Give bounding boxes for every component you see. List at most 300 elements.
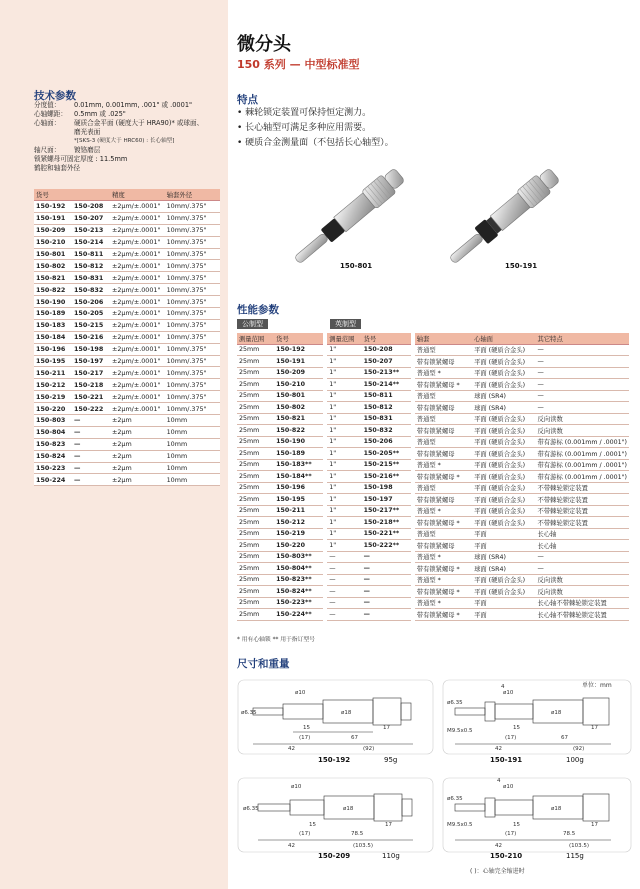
dim-label: 15 (303, 725, 310, 731)
table-cell: 150-212 (274, 517, 323, 529)
table-cell: 带有锁紧螺母 * (415, 586, 472, 598)
table-cell: 150-218 (72, 379, 110, 391)
drawing-model: 150-192 (318, 756, 351, 764)
table-cell: 1" (327, 448, 361, 460)
table-cell: 10mm/.375" (165, 343, 220, 355)
table-cell: 平面 (472, 597, 535, 609)
table-cell: 1" (327, 344, 361, 356)
table-cell: 带有游标 (0.001mm / .0001") (536, 459, 629, 471)
table-cell: 长心轴 (536, 540, 629, 552)
table-cell: — (327, 574, 361, 586)
table-cell: 平面 (硬质合金头) (472, 425, 535, 437)
table-row (237, 471, 629, 483)
table-cell: ±2μm (110, 426, 165, 438)
feature-item: • 棘轮锁定装置可保持恒定测力。 (237, 108, 372, 118)
table-row (237, 574, 629, 586)
table-cell: 25mm (237, 344, 274, 356)
table-cell: ±2μm/±.0001" (110, 296, 165, 308)
table-cell: 带有锁紧螺母 (415, 356, 472, 368)
table-cell: ±2μm/±.0001" (110, 236, 165, 248)
table-row (34, 450, 220, 462)
table-cell: 25mm (237, 540, 274, 552)
table-cell: 150-196 (274, 482, 323, 494)
table-cell: 150-213 (72, 224, 110, 236)
table-cell: 长心轴不带棘轮锁定装置 (536, 609, 629, 621)
table-cell: 平面 (472, 540, 535, 552)
table-cell: 25mm (237, 425, 274, 437)
table-cell: 平面 (硬质合金头) (472, 356, 535, 368)
page-title: 微分头 (237, 34, 291, 55)
table-cell: 150-822 (34, 284, 72, 296)
table-cell: 150-223 (34, 462, 72, 474)
imperial-tag: 英制型 (330, 319, 361, 329)
table-cell: 150-821 (34, 272, 72, 284)
table-cell: 150-832 (72, 284, 110, 296)
drawing-weight: 95g (384, 756, 398, 764)
table-cell: 150-804** (274, 563, 323, 575)
table-cell: 150-191 (34, 212, 72, 224)
table-cell: 25mm (237, 517, 274, 529)
drawing-150-210 (443, 778, 631, 852)
table-cell: 10mm/.375" (165, 367, 220, 379)
table-cell: 10mm (165, 438, 220, 450)
table-cell: 10mm/.375" (165, 403, 220, 415)
product-label: 150-191 (505, 262, 538, 270)
table-cell: 普通型 * (415, 459, 472, 471)
table-cell: 150-197 (72, 355, 110, 367)
table-row (237, 494, 629, 506)
drawing-model: 150-209 (318, 852, 351, 860)
table-cell: 150-214 (72, 236, 110, 248)
dim-label: 15 (513, 822, 520, 828)
table-cell: 普通型 * (415, 574, 472, 586)
table-row (237, 609, 629, 621)
table-row (34, 236, 220, 248)
table-cell: 10mm/.375" (165, 248, 220, 260)
dim-label: 15 (309, 822, 316, 828)
dim-label: (103.5) (569, 843, 590, 849)
table-cell: 25mm (237, 413, 274, 425)
table-row (34, 248, 220, 260)
table-cell: 不带棘轮锁定装置 (536, 505, 629, 517)
table-cell: 150-831 (362, 413, 411, 425)
table-cell: ±2μm/±.0001" (110, 201, 165, 213)
table-cell: 10mm/.375" (165, 236, 220, 248)
table-cell: ±2μm/±.0001" (110, 224, 165, 236)
table-cell: 10mm/.375" (165, 355, 220, 367)
table-cell: 150-207 (72, 212, 110, 224)
table-cell: 150-824** (274, 586, 323, 598)
table-row (34, 403, 220, 415)
table-cell: 平面 (硬质合金头) (472, 459, 535, 471)
spec-value: 0.5mm 或 .025" (74, 110, 126, 118)
table-cell: 反向读数 (536, 574, 629, 586)
col-header: 轴套 (415, 333, 472, 344)
specs-heading: 技术参数 (34, 90, 76, 102)
table-row (237, 505, 629, 517)
table-cell: 1" (327, 413, 361, 425)
table-cell: 150-222 (72, 403, 110, 415)
dim-label: 42 (495, 746, 502, 752)
table-cell: — (72, 450, 110, 462)
table-cell: 150-214** (362, 379, 411, 391)
table-cell: 150-812 (362, 402, 411, 414)
features-heading: 特点 (237, 94, 258, 106)
table-cell: 10mm/.375" (165, 272, 220, 284)
table-cell: — (327, 597, 361, 609)
feature-item: • 长心轴型可满足多种应用需要。 (237, 123, 372, 133)
table-cell: ±2μm (110, 462, 165, 474)
table-cell: 25mm (237, 609, 274, 621)
order-number-table (34, 189, 220, 486)
col-header: 货号 (274, 333, 323, 344)
table-cell: 平面 (硬质合金头) (472, 413, 535, 425)
dim-label: 78.5 (351, 831, 364, 837)
table-cell: 25mm (237, 390, 274, 402)
table-cell: 反向读数 (536, 413, 629, 425)
table-cell: 150-217 (72, 367, 110, 379)
table-row (237, 344, 629, 356)
table-cell: 1" (327, 482, 361, 494)
table-cell: ±2μm/±.0001" (110, 391, 165, 403)
table-cell: 平面 (硬质合金头) (472, 586, 535, 598)
table-cell: 1" (327, 459, 361, 471)
table-cell: 25mm (237, 448, 274, 460)
table-cell: ±2μm/±.0001" (110, 379, 165, 391)
table-cell: — (72, 415, 110, 427)
spec-row (34, 146, 224, 155)
table-cell: 平面 (硬质合金头) (472, 471, 535, 483)
table-cell: — (362, 586, 411, 598)
table-row (34, 462, 220, 474)
dim-label: 17 (383, 725, 390, 731)
table-row (237, 436, 629, 448)
drawing-model: 150-210 (490, 852, 523, 860)
table-row (34, 260, 220, 272)
table-cell: — (362, 551, 411, 563)
dim-label: ø18 (551, 710, 562, 716)
table-cell: 带有锁紧螺母 (415, 448, 472, 460)
table-cell: 150-821 (274, 413, 323, 425)
table-cell: 150-212 (34, 379, 72, 391)
table-cell: ±2μm/±.0001" (110, 260, 165, 272)
spec-key: 轴尺面： (34, 146, 61, 154)
table-cell: 25mm (237, 505, 274, 517)
table-row (34, 319, 220, 331)
table-cell: 150-216 (72, 331, 110, 343)
table-cell: 150-801 (274, 390, 323, 402)
table-cell: 150-208 (362, 344, 411, 356)
table-row (34, 367, 220, 379)
table-cell: 150-803 (34, 415, 72, 427)
table-row (237, 551, 629, 563)
table-cell: 平面 (硬质合金头) (472, 448, 535, 460)
col-header: 轴套外径 (165, 189, 220, 201)
table-cell: 1" (327, 402, 361, 414)
table-cell: 普通型 * (415, 367, 472, 379)
table-cell: 150-222** (362, 540, 411, 552)
table-cell: 普通型 * (415, 551, 472, 563)
dim-label: 42 (288, 746, 295, 752)
spec-value: 0.01mm, 0.001mm, .001" 或 .0001" (74, 101, 193, 109)
dim-label: 78.5 (563, 831, 576, 837)
table-cell: 10mm (165, 462, 220, 474)
drawing-model: 150-191 (490, 756, 523, 764)
table-cell: 25mm (237, 482, 274, 494)
table-cell: 1" (327, 517, 361, 529)
table-cell: 带有游标 (0.001mm / .0001") (536, 436, 629, 448)
table-cell: 平面 (硬质合金头) (472, 367, 535, 379)
table-cell: 25mm (237, 436, 274, 448)
table-cell: 1" (327, 505, 361, 517)
table-cell: 普通型 (415, 344, 472, 356)
table-cell: 150-221 (72, 391, 110, 403)
table-cell: 25mm (237, 551, 274, 563)
table-cell: 150-220 (274, 540, 323, 552)
table-cell: 150-183 (34, 319, 72, 331)
spec-key: 分度值： (34, 101, 61, 109)
table-cell: 150-205** (362, 448, 411, 460)
spec-extra: 锁紧螺母可固定厚度 : 11.5mm (34, 155, 128, 163)
table-row (237, 413, 629, 425)
table-cell: ±2μm/±.0001" (110, 367, 165, 379)
metric-tag: 公制型 (237, 319, 268, 329)
table-cell: 150-215 (72, 319, 110, 331)
table-cell: 25mm (237, 459, 274, 471)
dim-label: (92) (573, 746, 585, 752)
table-cell: 10mm/.375" (165, 201, 220, 213)
table-cell: 10mm/.375" (165, 260, 220, 272)
table-cell: 平面 (硬质合金头) (472, 505, 535, 517)
table-cell: 150-220 (34, 403, 72, 415)
table-cell: 1" (327, 528, 361, 540)
table-cell: 10mm (165, 426, 220, 438)
table-cell: 不带棘轮锁定装置 (536, 517, 629, 529)
dim-label: ø18 (551, 806, 562, 812)
table-cell: 150-218** (362, 517, 411, 529)
table-cell: 平面 (472, 609, 535, 621)
dim-label: ø6.35 (243, 806, 259, 812)
table-cell: 150-189 (274, 448, 323, 460)
table-cell: 长心轴不带棘轮锁定装置 (536, 597, 629, 609)
table-cell: 150-221** (362, 528, 411, 540)
table-cell: 150-823 (34, 438, 72, 450)
dim-label: (92) (363, 746, 375, 752)
dim-label: 42 (288, 843, 295, 849)
table-cell: ±2μm/±.0001" (110, 308, 165, 320)
table-cell: 150-189 (34, 308, 72, 320)
table-cell: — (72, 426, 110, 438)
table-cell: 150-196 (34, 343, 72, 355)
table-cell: 球面 (SR4) (472, 563, 535, 575)
table-cell: 带有锁紧螺母 (415, 540, 472, 552)
dim-label: ø10 (291, 784, 302, 790)
table-cell: 25mm (237, 528, 274, 540)
dim-label: M9.5x0.5 (447, 822, 473, 828)
table-cell: 带有锁紧螺母 * (415, 471, 472, 483)
table-cell: ±2μm (110, 415, 165, 427)
spec-row (34, 110, 224, 119)
feature-list (237, 106, 394, 151)
table-row (34, 415, 220, 427)
table-cell: 25mm (237, 563, 274, 575)
table-cell: 150-209 (34, 224, 72, 236)
spec-lines (34, 101, 224, 173)
table-cell: 1" (327, 494, 361, 506)
table-cell: — (362, 609, 411, 621)
table-row (34, 438, 220, 450)
spec-key (34, 128, 74, 137)
table-row (34, 201, 220, 213)
table-cell: 带有锁紧螺母 * (415, 563, 472, 575)
spec-value: 磨光表面 (74, 128, 101, 136)
table-cell: 带有锁紧螺母 * (415, 609, 472, 621)
table-cell: 平面 (硬质合金头) (472, 379, 535, 391)
table-cell: 150-184 (34, 331, 72, 343)
table-header-row (34, 189, 220, 201)
table-cell: 150-192 (34, 201, 72, 213)
table-cell: — (536, 551, 629, 563)
table-cell: — (536, 563, 629, 575)
table-cell: 25mm (237, 356, 274, 368)
table-cell: 1" (327, 540, 361, 552)
spec-row (34, 119, 224, 128)
table-row (237, 379, 629, 391)
table-cell: — (536, 356, 629, 368)
table-row (34, 379, 220, 391)
table-cell: 150-219 (34, 391, 72, 403)
table-cell: 150-195 (34, 355, 72, 367)
drawing-weight: 100g (566, 756, 584, 764)
table-cell: 带有锁紧螺母 (415, 402, 472, 414)
table-row (34, 212, 220, 224)
table-row (237, 356, 629, 368)
table-cell: 球面 (SR4) (472, 551, 535, 563)
col-header: 测量范围 (237, 333, 274, 344)
table-cell: 1" (327, 436, 361, 448)
dim-label: 67 (561, 735, 568, 741)
table-row (237, 367, 629, 379)
table-cell: ±2μm (110, 450, 165, 462)
table-cell: 150-197 (362, 494, 411, 506)
table-cell: — (327, 563, 361, 575)
table-cell: 10mm (165, 474, 220, 486)
table-cell: — (536, 402, 629, 414)
table-cell: — (536, 379, 629, 391)
table-cell: ±2μm/±.0001" (110, 355, 165, 367)
performance-heading: 性能参数 (237, 304, 279, 316)
table-cell: 平面 (硬质合金头) (472, 344, 535, 356)
table-cell: — (362, 574, 411, 586)
table-cell: 平面 (472, 528, 535, 540)
drawing-150-192 (238, 680, 433, 754)
table-row (34, 474, 220, 486)
table-cell: 150-192 (274, 344, 323, 356)
col-header: 其它特点 (536, 333, 629, 344)
table-row (237, 448, 629, 460)
table-row (34, 284, 220, 296)
table-header-row (237, 333, 629, 344)
table-cell: 150-217** (362, 505, 411, 517)
dim-label: 15 (513, 725, 520, 731)
dim-label: (17) (299, 735, 311, 741)
table-cell: 150-213** (362, 367, 411, 379)
table-cell: 平面 (硬质合金头) (472, 517, 535, 529)
table-cell: 25mm (237, 597, 274, 609)
table-cell: 10mm (165, 450, 220, 462)
table-row (237, 586, 629, 598)
table-cell: 150-184** (274, 471, 323, 483)
table-cell: 150-811 (362, 390, 411, 402)
table-cell: 平面 (硬质合金头) (472, 574, 535, 586)
table-cell: 25mm (237, 574, 274, 586)
table-cell: 球面 (SR4) (472, 390, 535, 402)
table-cell: 带有锁紧螺母 * (415, 379, 472, 391)
table-cell: ±2μm/±.0001" (110, 343, 165, 355)
table-cell: 150-802 (274, 402, 323, 414)
spec-key: 心轴螺距： (34, 110, 67, 118)
table-cell: 不带棘轮锁定装置 (536, 482, 629, 494)
table-cell: 150-190 (34, 296, 72, 308)
table-cell: 25mm (237, 367, 274, 379)
table-cell: 10mm/.375" (165, 331, 220, 343)
footnote: * 用有心轴锁 ** 用于指订型号 (237, 637, 315, 643)
table-cell: 150-802 (34, 260, 72, 272)
table-row (237, 597, 629, 609)
dim-label: ø18 (341, 710, 352, 716)
table-row (237, 390, 629, 402)
col-header: 货号 (362, 333, 411, 344)
table-cell: 25mm (237, 402, 274, 414)
dimension-note: ( )：心轴完全缩进时 (470, 868, 525, 875)
table-cell: 150-183** (274, 459, 323, 471)
table-cell: 1" (327, 379, 361, 391)
table-row (34, 272, 220, 284)
table-cell: 150-206 (362, 436, 411, 448)
table-cell: 150-205 (72, 308, 110, 320)
table-cell: 普通型 * (415, 505, 472, 517)
table-row (34, 343, 220, 355)
table-cell: 平面 (硬质合金头) (472, 482, 535, 494)
table-cell: ±2μm (110, 474, 165, 486)
spec-key: 心轴面： (34, 119, 61, 127)
table-row (34, 296, 220, 308)
dim-label: ø10 (295, 690, 306, 696)
table-cell: — (327, 586, 361, 598)
table-cell: ±2μm/±.0001" (110, 284, 165, 296)
dim-label: ø18 (343, 806, 354, 812)
table-cell: ±2μm (110, 438, 165, 450)
col-header: 精度 (110, 189, 165, 201)
table-cell: 10mm/.375" (165, 391, 220, 403)
table-cell: 150-831 (72, 272, 110, 284)
dim-label: 4 (501, 684, 505, 690)
drawing-150-209 (238, 778, 433, 852)
table-cell: — (362, 563, 411, 575)
unit-note: 单位：mm (582, 682, 612, 689)
table-row (237, 459, 629, 471)
table-cell: 反向读数 (536, 425, 629, 437)
spec-value: 镀铬磨层 (74, 146, 101, 154)
table-cell: 平面 (硬质合金头) (472, 436, 535, 448)
table-row (34, 426, 220, 438)
table-row (237, 517, 629, 529)
table-cell: 普通型 (415, 528, 472, 540)
table-cell: 150-191 (274, 356, 323, 368)
dim-label: (17) (505, 735, 517, 741)
table-cell: — (362, 597, 411, 609)
table-cell: 带有游标 (0.001mm / .0001") (536, 448, 629, 460)
